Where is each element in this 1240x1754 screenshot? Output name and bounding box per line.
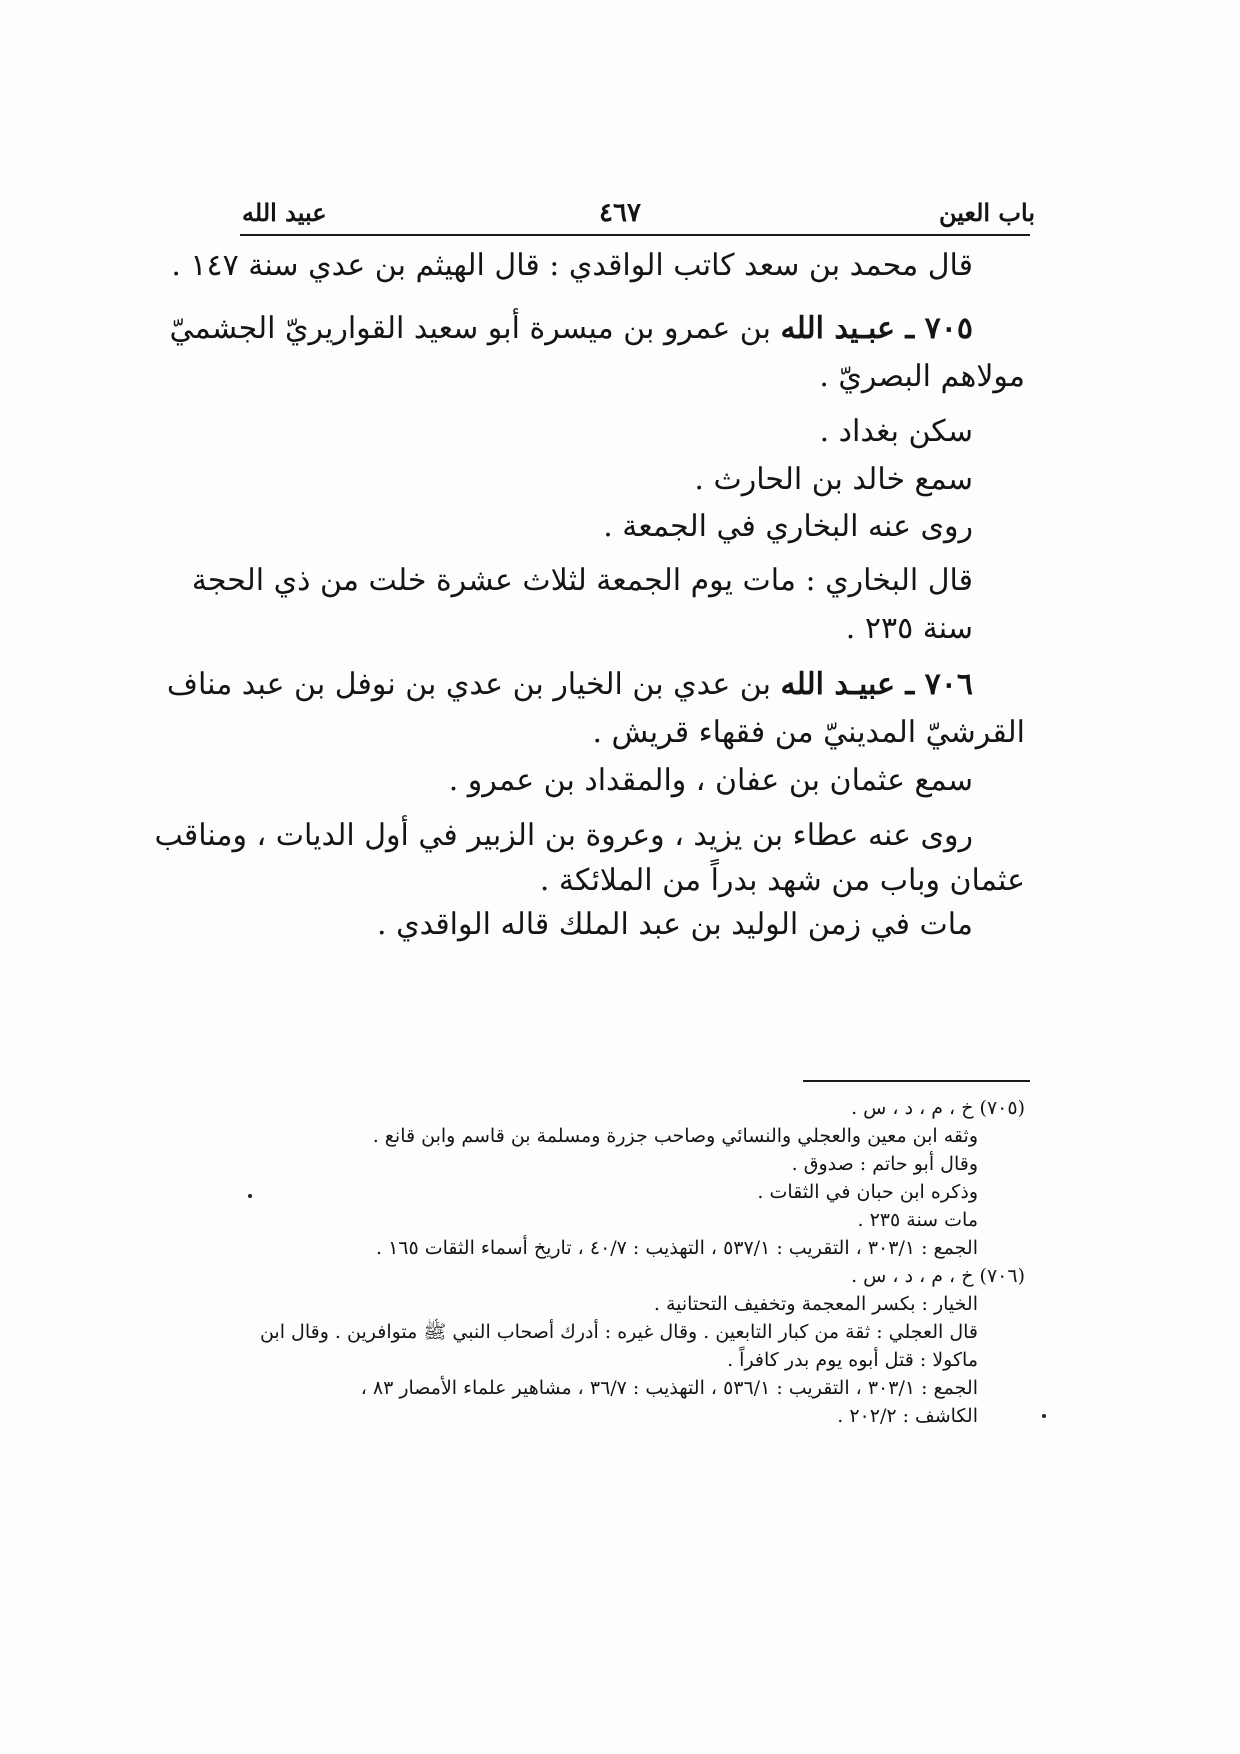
page-number: ٤٦٧ — [599, 198, 641, 228]
footnote-line-5: مات سنة ٢٣٥ . — [857, 1209, 978, 1231]
footnote-line-2: وثقه ابن معين والعجلي والنسائي وصاحب جزرة ومسلمة بن قاسم وابن قانع . — [372, 1125, 978, 1147]
footnote-line-3: وقال أبو حاتم : صدوق . — [791, 1153, 978, 1175]
footnote-line-9: قال العجلي : ثقة من كبار التابعين . وقال غيره : أدرك أصحاب النبي ﷺ متوافرين . وقال ابن — [259, 1321, 978, 1343]
body-line-10: القرشيّ المدينيّ من فقهاء قريش . — [592, 715, 1025, 750]
footnote-line-4: وذكره ابن حبان في الثقات . — [757, 1181, 978, 1203]
body-line-7: قال البخاري : مات يوم الجمعة لثلاث عشرة خلت من ذي الحجة — [191, 563, 973, 598]
footnote-706-ref: (٧٠٦) خ ، م ، د ، س . — [851, 1265, 1025, 1287]
running-header-chapter: باب العين — [938, 198, 1035, 227]
scan-speck — [1042, 1414, 1046, 1418]
body-line-11: سمع عثمان بن عفان ، والمقداد بن عمرو . — [448, 763, 973, 798]
footnote-line-11: الجمع : ٣٠٣/١ ، التقريب : ٥٣٦/١ ، التهذيب : ٣٦/٧ ، مشاهير علماء الأمصار ٨٣ ، — [360, 1377, 978, 1399]
body-line-13: عثمان وباب من شهد بدراً من الملائكة . — [539, 863, 1025, 898]
body-line-8: سنة ٢٣٥ . — [845, 611, 973, 646]
body-line-1: قال محمد بن سعد كاتب الواقدي : قال الهيثم بن عدي سنة ١٤٧ . — [171, 248, 973, 283]
body-line-14: مات في زمن الوليد بن عبد الملك قاله الواقدي . — [377, 907, 973, 942]
footnote-line-12: الكاشف : ٢٠٢/٢ . — [837, 1405, 978, 1427]
footnote-line-8: الخيار : بكسر المعجمة وتخفيف التحتانية . — [653, 1293, 978, 1315]
scan-speck — [248, 1194, 252, 1198]
entry-706-line — [167, 664, 973, 706]
body-line-4: سكن بغداد . — [819, 414, 973, 449]
body-line-5: سمع خالد بن الحارث . — [694, 462, 973, 497]
body-line-3: مولاهم البصريّ . — [819, 359, 1025, 394]
running-header-entry: عبيد الله — [242, 198, 327, 227]
entry-706-heading: ٧٠٦ ـ عبيـد الله — [780, 667, 973, 702]
header-rule — [240, 234, 1030, 236]
entry-705-heading: ٧٠٥ ـ عبـيد الله — [780, 311, 973, 346]
footnote-line-6: الجمع : ٣٠٣/١ ، التقريب : ٥٣٧/١ ، التهذيب : ٤٠/٧ ، تاريخ أسماء الثقات ١٦٥ . — [376, 1237, 978, 1259]
body-line-6: روى عنه البخاري في الجمعة . — [603, 509, 973, 544]
body-line-12: روى عنه عطاء بن يزيد ، وعروة بن الزبير في أول الديات ، ومناقب — [154, 818, 973, 853]
entry-705-line — [169, 308, 973, 350]
entry-706-text: بن عدي بن الخيار بن عدي بن نوفل بن عبد مناف — [166, 667, 781, 702]
entry-705-text: بن عمرو بن ميسرة أبو سعيد القواريريّ الجشميّ — [169, 311, 781, 346]
footnote-705-ref: (٧٠٥) خ ، م ، د ، س . — [851, 1097, 1025, 1119]
footnote-line-10: ماكولا : قتل أبوه يوم بدر كافراً . — [727, 1349, 978, 1371]
footnote-rule — [803, 1080, 1030, 1082]
